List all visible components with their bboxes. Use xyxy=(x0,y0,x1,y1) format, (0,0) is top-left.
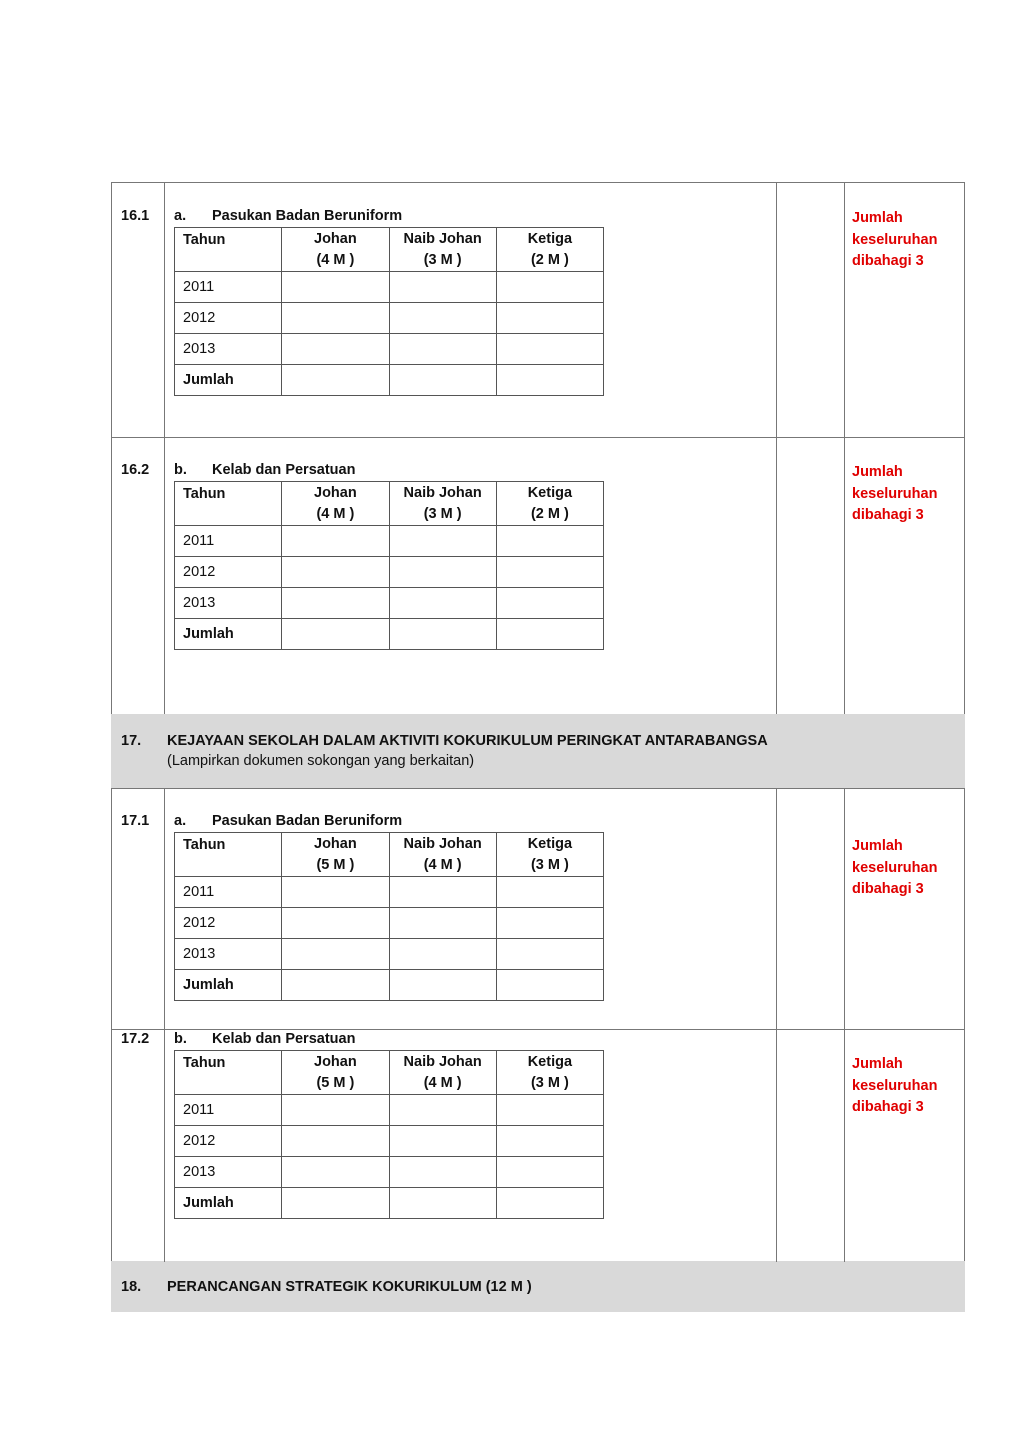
cell-ketiga[interactable] xyxy=(496,303,603,334)
col-divider-number-2 xyxy=(164,788,165,1262)
section-title-text: Pasukan Badan Beruniform xyxy=(212,208,403,224)
row-year: 2011 xyxy=(175,877,282,908)
cell-johan[interactable] xyxy=(282,557,389,588)
row-total: Jumlah xyxy=(175,970,282,1001)
cell-naib-johan[interactable] xyxy=(389,272,496,303)
cell-johan[interactable] xyxy=(282,877,389,908)
heading-number: 17. xyxy=(121,733,142,749)
header-year: Tahun xyxy=(175,833,282,877)
cell-naib-johan[interactable] xyxy=(389,970,496,1001)
cell-naib-johan[interactable] xyxy=(389,1126,496,1157)
section-letter: b. xyxy=(174,462,187,478)
cell-johan[interactable] xyxy=(282,970,389,1001)
heading-number: 18. xyxy=(121,1279,142,1295)
header-naib-johan: Naib Johan (4 M ) xyxy=(389,833,496,877)
cell-johan[interactable] xyxy=(282,303,389,334)
results-table xyxy=(174,1050,604,1219)
header-naib-johan: Naib Johan (3 M ) xyxy=(389,228,496,272)
cell-ketiga[interactable] xyxy=(496,939,603,970)
header-naib-johan: Naib Johan (4 M ) xyxy=(389,1051,496,1095)
header-year: Tahun xyxy=(175,228,282,272)
header-ketiga: Ketiga (3 M ) xyxy=(496,833,603,877)
row-year: 2013 xyxy=(175,939,282,970)
cell-ketiga[interactable] xyxy=(496,1157,603,1188)
section-note: Jumlah keseluruhan dibahagi 3 xyxy=(852,464,938,523)
col-divider-note-2 xyxy=(844,788,845,1262)
cell-naib-johan[interactable] xyxy=(389,588,496,619)
cell-naib-johan[interactable] xyxy=(389,1157,496,1188)
cell-johan[interactable] xyxy=(282,272,389,303)
section-number: 16.1 xyxy=(121,208,150,224)
cell-naib-johan[interactable] xyxy=(389,526,496,557)
col-divider-number xyxy=(164,182,165,714)
cell-johan[interactable] xyxy=(282,1126,389,1157)
section-number: 17.2 xyxy=(121,1031,150,1047)
section-title xyxy=(174,813,402,829)
section-note: Jumlah keseluruhan dibahagi 3 xyxy=(852,838,938,897)
row-year: 2011 xyxy=(175,272,282,303)
cell-johan[interactable] xyxy=(282,619,389,650)
header-ketiga: Ketiga (2 M ) xyxy=(496,482,603,526)
cell-naib-johan[interactable] xyxy=(389,939,496,970)
section-title-text: Kelab dan Persatuan xyxy=(212,462,356,478)
col-divider-score xyxy=(776,182,777,714)
cell-ketiga[interactable] xyxy=(496,557,603,588)
row-year: 2013 xyxy=(175,1157,282,1188)
results-table xyxy=(174,227,604,396)
heading-17 xyxy=(167,733,768,769)
col-divider-note xyxy=(844,182,845,714)
row-year: 2011 xyxy=(175,1095,282,1126)
cell-johan[interactable] xyxy=(282,908,389,939)
cell-ketiga[interactable] xyxy=(496,1095,603,1126)
cell-ketiga[interactable] xyxy=(496,877,603,908)
row-year: 2011 xyxy=(175,526,282,557)
section-note: Jumlah keseluruhan dibahagi 3 xyxy=(852,1056,938,1115)
cell-naib-johan[interactable] xyxy=(389,1095,496,1126)
section-title xyxy=(174,462,355,478)
cell-johan[interactable] xyxy=(282,334,389,365)
cell-naib-johan[interactable] xyxy=(389,908,496,939)
row-year: 2013 xyxy=(175,588,282,619)
row-total: Jumlah xyxy=(175,365,282,396)
cell-ketiga[interactable] xyxy=(496,1188,603,1219)
row-year: 2012 xyxy=(175,1126,282,1157)
cell-ketiga[interactable] xyxy=(496,334,603,365)
cell-johan[interactable] xyxy=(282,1157,389,1188)
cell-ketiga[interactable] xyxy=(496,1126,603,1157)
header-naib-johan: Naib Johan (3 M ) xyxy=(389,482,496,526)
section-number: 17.1 xyxy=(121,813,150,829)
cell-naib-johan[interactable] xyxy=(389,619,496,650)
cell-ketiga[interactable] xyxy=(496,365,603,396)
cell-naib-johan[interactable] xyxy=(389,365,496,396)
row-year: 2012 xyxy=(175,557,282,588)
section-note: Jumlah keseluruhan dibahagi 3 xyxy=(852,210,938,269)
cell-ketiga[interactable] xyxy=(496,272,603,303)
cell-johan[interactable] xyxy=(282,939,389,970)
header-ketiga: Ketiga (3 M ) xyxy=(496,1051,603,1095)
row-year: 2013 xyxy=(175,334,282,365)
row-total: Jumlah xyxy=(175,1188,282,1219)
col-divider-score-2 xyxy=(776,788,777,1262)
section-letter: a. xyxy=(174,208,187,224)
section-title xyxy=(174,208,402,224)
results-table xyxy=(174,832,604,1001)
cell-naib-johan[interactable] xyxy=(389,334,496,365)
section-title-text: Pasukan Badan Beruniform xyxy=(212,813,403,829)
header-year: Tahun xyxy=(175,482,282,526)
header-johan: Johan (4 M ) xyxy=(282,228,389,272)
cell-naib-johan[interactable] xyxy=(389,303,496,334)
cell-johan[interactable] xyxy=(282,588,389,619)
cell-johan[interactable] xyxy=(282,1188,389,1219)
heading-subtitle: (Lampirkan dokumen sokongan yang berkaitan) xyxy=(167,753,475,769)
section-title-text: Kelab dan Persatuan xyxy=(212,1031,356,1047)
header-johan: Johan (5 M ) xyxy=(282,1051,389,1095)
cell-ketiga[interactable] xyxy=(496,908,603,939)
cell-ketiga[interactable] xyxy=(496,619,603,650)
cell-johan[interactable] xyxy=(282,365,389,396)
section-letter: b. xyxy=(174,1031,187,1047)
cell-johan[interactable] xyxy=(282,1095,389,1126)
cell-ketiga[interactable] xyxy=(496,588,603,619)
results-table xyxy=(174,481,604,650)
heading-title: KEJAYAAN SEKOLAH DALAM AKTIVITI KOKURIKULUM PERINGKAT ANTARABANGSA xyxy=(167,733,768,749)
section-letter: a. xyxy=(174,813,187,829)
row-total: Jumlah xyxy=(175,619,282,650)
heading-title: PERANCANGAN STRATEGIK KOKURIKULUM (12 M ) xyxy=(167,1279,532,1295)
cell-ketiga[interactable] xyxy=(496,526,603,557)
cell-naib-johan[interactable] xyxy=(389,557,496,588)
header-year: Tahun xyxy=(175,1051,282,1095)
cell-naib-johan[interactable] xyxy=(389,1188,496,1219)
header-ketiga: Ketiga (2 M ) xyxy=(496,228,603,272)
section-title xyxy=(174,1031,355,1047)
header-johan: Johan (5 M ) xyxy=(282,833,389,877)
heading-18 xyxy=(121,1279,532,1295)
row-year: 2012 xyxy=(175,303,282,334)
row-year: 2012 xyxy=(175,908,282,939)
cell-ketiga[interactable] xyxy=(496,970,603,1001)
cell-johan[interactable] xyxy=(282,526,389,557)
cell-naib-johan[interactable] xyxy=(389,877,496,908)
header-johan: Johan (4 M ) xyxy=(282,482,389,526)
section-number: 16.2 xyxy=(121,462,150,478)
